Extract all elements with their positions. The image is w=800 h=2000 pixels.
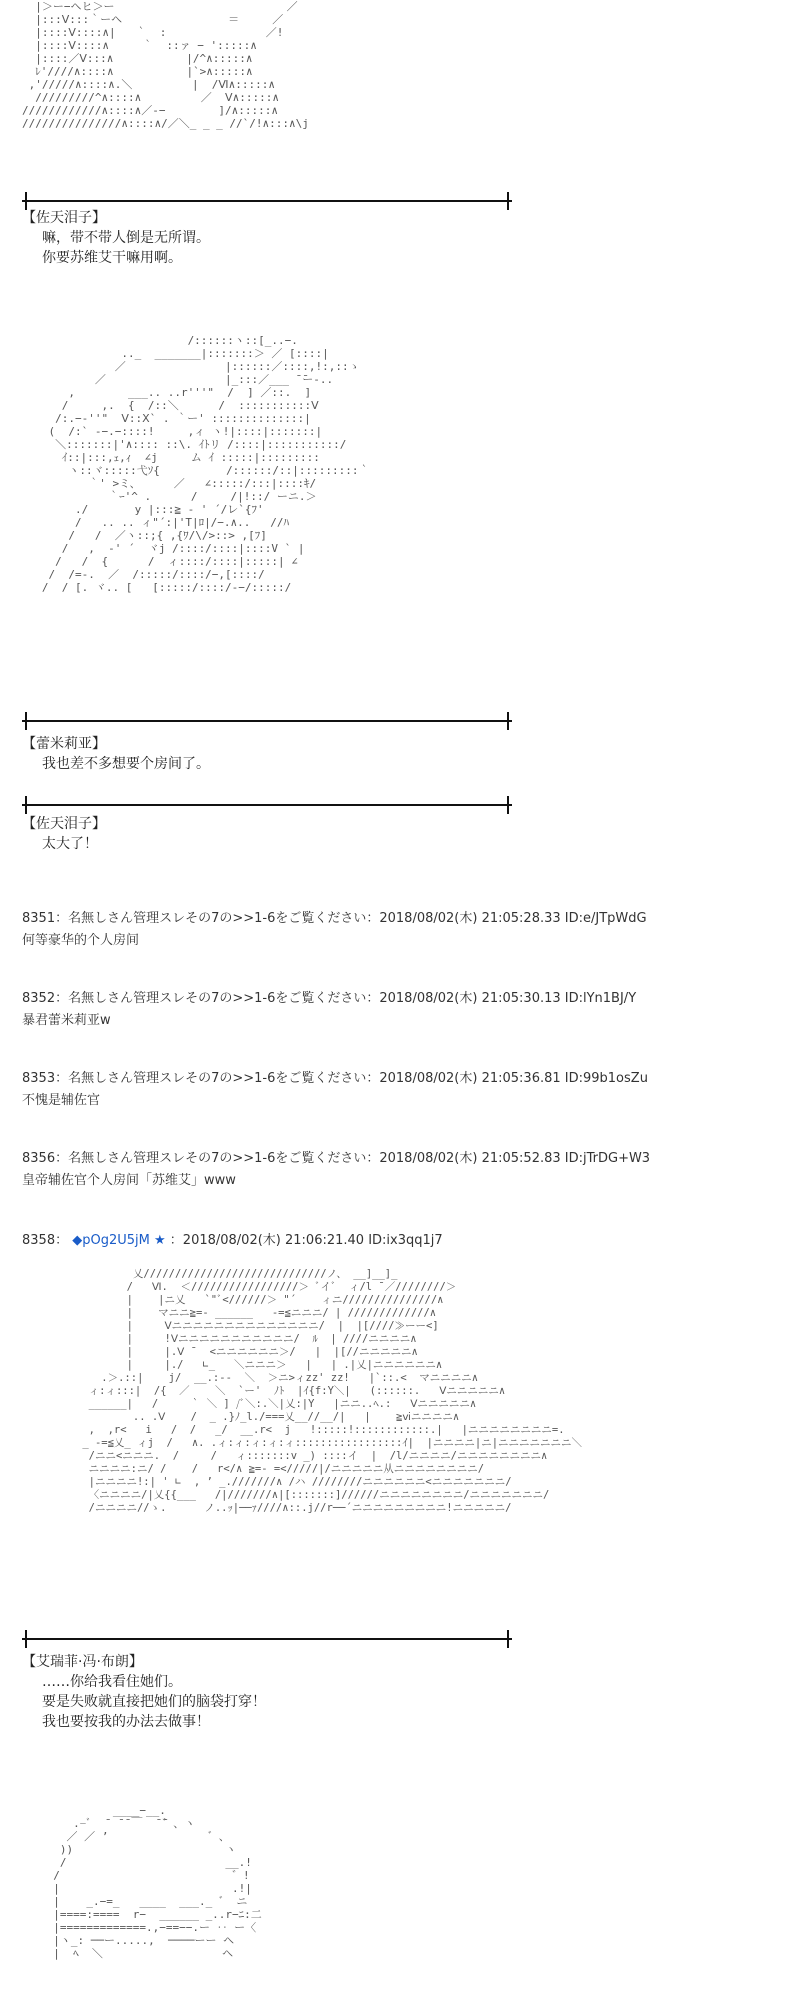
dialog-2 [22, 734, 210, 774]
dialog-line: 要是失败就直接把她们的脑袋打穿！ [42, 1694, 266, 1710]
post-8353 [22, 1068, 648, 1112]
post-body: 何等豪华的个人房间 [22, 933, 140, 948]
post-8352 [22, 988, 636, 1032]
post-body: 皇帝辅佐官个人房间「苏维艾」www [22, 1173, 236, 1188]
author-post-header [22, 1230, 443, 1252]
dialog-1 [22, 208, 210, 268]
post-header: 8353：名無しさん管理スレその7の>>1-6をご覧ください：2018/08/02(木) 21:05:36.81 ID:99b1osZu [22, 1071, 648, 1086]
post-8356 [22, 1148, 650, 1192]
dialog-3 [22, 814, 106, 854]
star-icon: ★ [154, 1233, 166, 1248]
post-header: 8352：名無しさん管理スレその7の>>1-6をご覧ください：2018/08/02(木) 21:05:30.13 ID:lYn1BJ/Y [22, 991, 637, 1006]
ascii-art-bottom: ____−__. .−ﾞ ̄ ̄ ̄ ￣ ̄ ̄゛、ヽ ／ ／ ’ ゛、 )) ヽ / __.! / ゛! | .!| | _.−=_ ____ ___._ ゛ ニ |====:==== r− ______ _..r−ﾆ:二 |=============.,−==−−.ー ‥ ー〈 |ヽ_: ──ー....., ────ーー ヘ | ﾍ ＼ ヘ [53, 1804, 262, 1960]
divider-2 [22, 712, 512, 730]
post-meta: ：2018/08/02(木) 21:06:21.40 ID:ix3qq1j7 [169, 1233, 443, 1248]
ascii-art-third: 乂/////////////////////////////ノ、 __]__]_ / Ⅵ. ＜/////////////////＞ ﾞイﾞ ィ/l ̄ ／////////＞ | |ニ乂 `"ﾞ<//////＞ "´ ィニ///////////////∧ | マニニ≧=- ______ -=≦ニニニ/ | /////////////∧ | Ⅴニニニニニニニニニニニニニニ/ | |[////≫ーー<] | !Ⅴニニニニニニニニニニニ/ ﾙ | ////ニニニニ∧ | |.Ⅴ ̄ <ニニニニニニ＞/ | |[//ニニニニニ∧ | |./ ∟_ ＼ニニニ＞ | | .|乂|ニニニニニニ∧ .＞.::| j/ __.:-- ＼ ＞ニ>ィzz' zz! |`::.< マニニニニ∧ ィ:ィ:::| /{ ／ ＼ `ー' ﾉﾄ |ｲ{f:Y＼| (::::::. Ⅴニニニニニ∧ ______| / ｀ ＼ ] /ﾞ＼:.＼|乂:|Y |ニニ..ﾍ.: Ⅴニニニニニ∧ .. .Ⅴ / _ .}ﾉ_l./===乂__//__/| | ≧ⅵニニニニ∧ , ,r< i / / _/ __.r< j !:::::!::::::::::::.| |ニニニニニニニニ=. _ -=≦乂_ ィj / ∧. .ィ:ィ:ィ:ィ:ィ:::::::::::::::::ｲ| |ニニニニ|ニ|ニニニニニニニ＼ /ニニ<ニニニ. / / ィ:::::::v _) ::::イ | /l/ニニニニ/ニニニニニニニニ∧ ニニニニ:ニ/ / / r</∧ ≧=‐ =</////|/ニニニニニ从ニニニニニニニニ/ |ニニニニ!:| ' ∟ , ’ _.///////∧ /ハ ////////ニニニニニニ<ニニニニニニニ/ 〈ニニニニ/|乂{{___ /|///////∧|[:::::::]//////ニニニニニニニニ/ニニニニニニニ/ /ニニニニ//ゝ. ノ..ｯ|──ｧ////∧::.j//r──´ニニニニニニニニニ!ニニニニニ/ [82, 1268, 583, 1514]
ascii-art-middle: /::::::ヽ::[_..−. .._ _______|:::::::＞ ／ [::::| ／ |::::::／::::,!:,::ゝ ／ |_:::／___ ̄ ̄ー‐.. , ___.. ..r'''" / ] ／::. ] / ,. { /::＼ / :::::::::::Ⅴ /:.−‐''" Ⅴ::Ⅹ` . ｀ー' ::::::::::::::| ( /:` ‐−.−::::! ,ィ ヽ!|::::|:::::::| ＼:::::::|'∧:::: ::\. ｲﾄリ /::::|:::::::::::/ ｲ::|:::,ｪ,ｨ ∠j ム ｲ :::::|::::::::: ヽ::ヾ:::::弋ｿ{ /::::::/::|:::::::::｀ ｀' >ミ、 ／ ∠:::::/:::|::::ｷ/ ｀ｰ'^ . / /|!::/ ーニ.＞ ./ y |:::≧ ‐ ' ´/レ`{ﾌ' / .. .. ィ"´:|'T|ﾛ|/−.∧.. //ﾊ / / ／ヽ::;{ ,{ﾜ/\/>::> ,[ﾌ] / , -' ´ ヾj /::::/::::|::::V ` | / / { / ィ::::/::::|:::::| ∠ / /=‐. ／ /:::::/::::/−,[::::/ / / [. ヾ.. [ [:::::/::::/-−/:::::/ [41, 334, 370, 594]
dialog-line: 我也要按我的办法去做事！ [42, 1714, 210, 1730]
dialog-line: 你要苏维艾干嘛用啊。 [42, 250, 182, 266]
speaker-name: 【佐天泪子】 [22, 210, 106, 226]
speaker-name: 【艾瑞菲·冯·布朗】 [22, 1654, 143, 1670]
dialog-line: 嘛，带不带人倒是无所谓。 [42, 230, 210, 246]
dialog-line: 我也差不多想要个房间了。 [42, 756, 210, 772]
dialog-4 [22, 1652, 266, 1732]
ascii-art-top: |＞ー−ヘヒ＞ー ／ |:::Ⅴ:::｀ーヘ ＝ ／ |::::Ⅴ::::∧| ｀ : ／! |::::Ⅴ::::∧ ｀ ::ァ − ':::::∧ |::::／Ⅴ:::∧ |/^∧:::::∧ ﾚ'////∧::::∧ |`>∧:::::∧ ,'/////∧::::∧.＼ | /Ⅵ∧:::::∧ /////////^∧::::∧ ／ Ⅴ∧:::::∧ ////////////∧::::∧／‐− ]/∧:::::∧ ///////////////∧::::∧/／＼_ _ _ //`/!∧:::∧\j [22, 0, 309, 130]
dialog-line: 太大了！ [42, 836, 98, 852]
post-number: 8358： [22, 1233, 69, 1248]
post-body: 暴君蕾米莉亚w [22, 1013, 111, 1028]
post-header: 8356：名無しさん管理スレその7の>>1-6をご覧ください：2018/08/02(木) 21:05:52.83 ID:jTrDG+W3 [22, 1151, 651, 1166]
speaker-name: 【佐天泪子】 [22, 816, 106, 832]
dialog-line: ……你给我看住她们。 [42, 1674, 182, 1690]
post-header: 8351：名無しさん管理スレその7の>>1-6をご覧ください：2018/08/02(木) 21:05:28.33 ID:e/JTpWdG [22, 911, 647, 926]
divider-3 [22, 796, 512, 814]
post-body: 不愧是辅佐官 [22, 1093, 101, 1108]
trip-code: ◆pOg2U5jM [72, 1233, 150, 1248]
divider-4 [22, 1630, 512, 1648]
speaker-name: 【蕾米莉亚】 [22, 736, 106, 752]
post-8351 [22, 908, 647, 952]
